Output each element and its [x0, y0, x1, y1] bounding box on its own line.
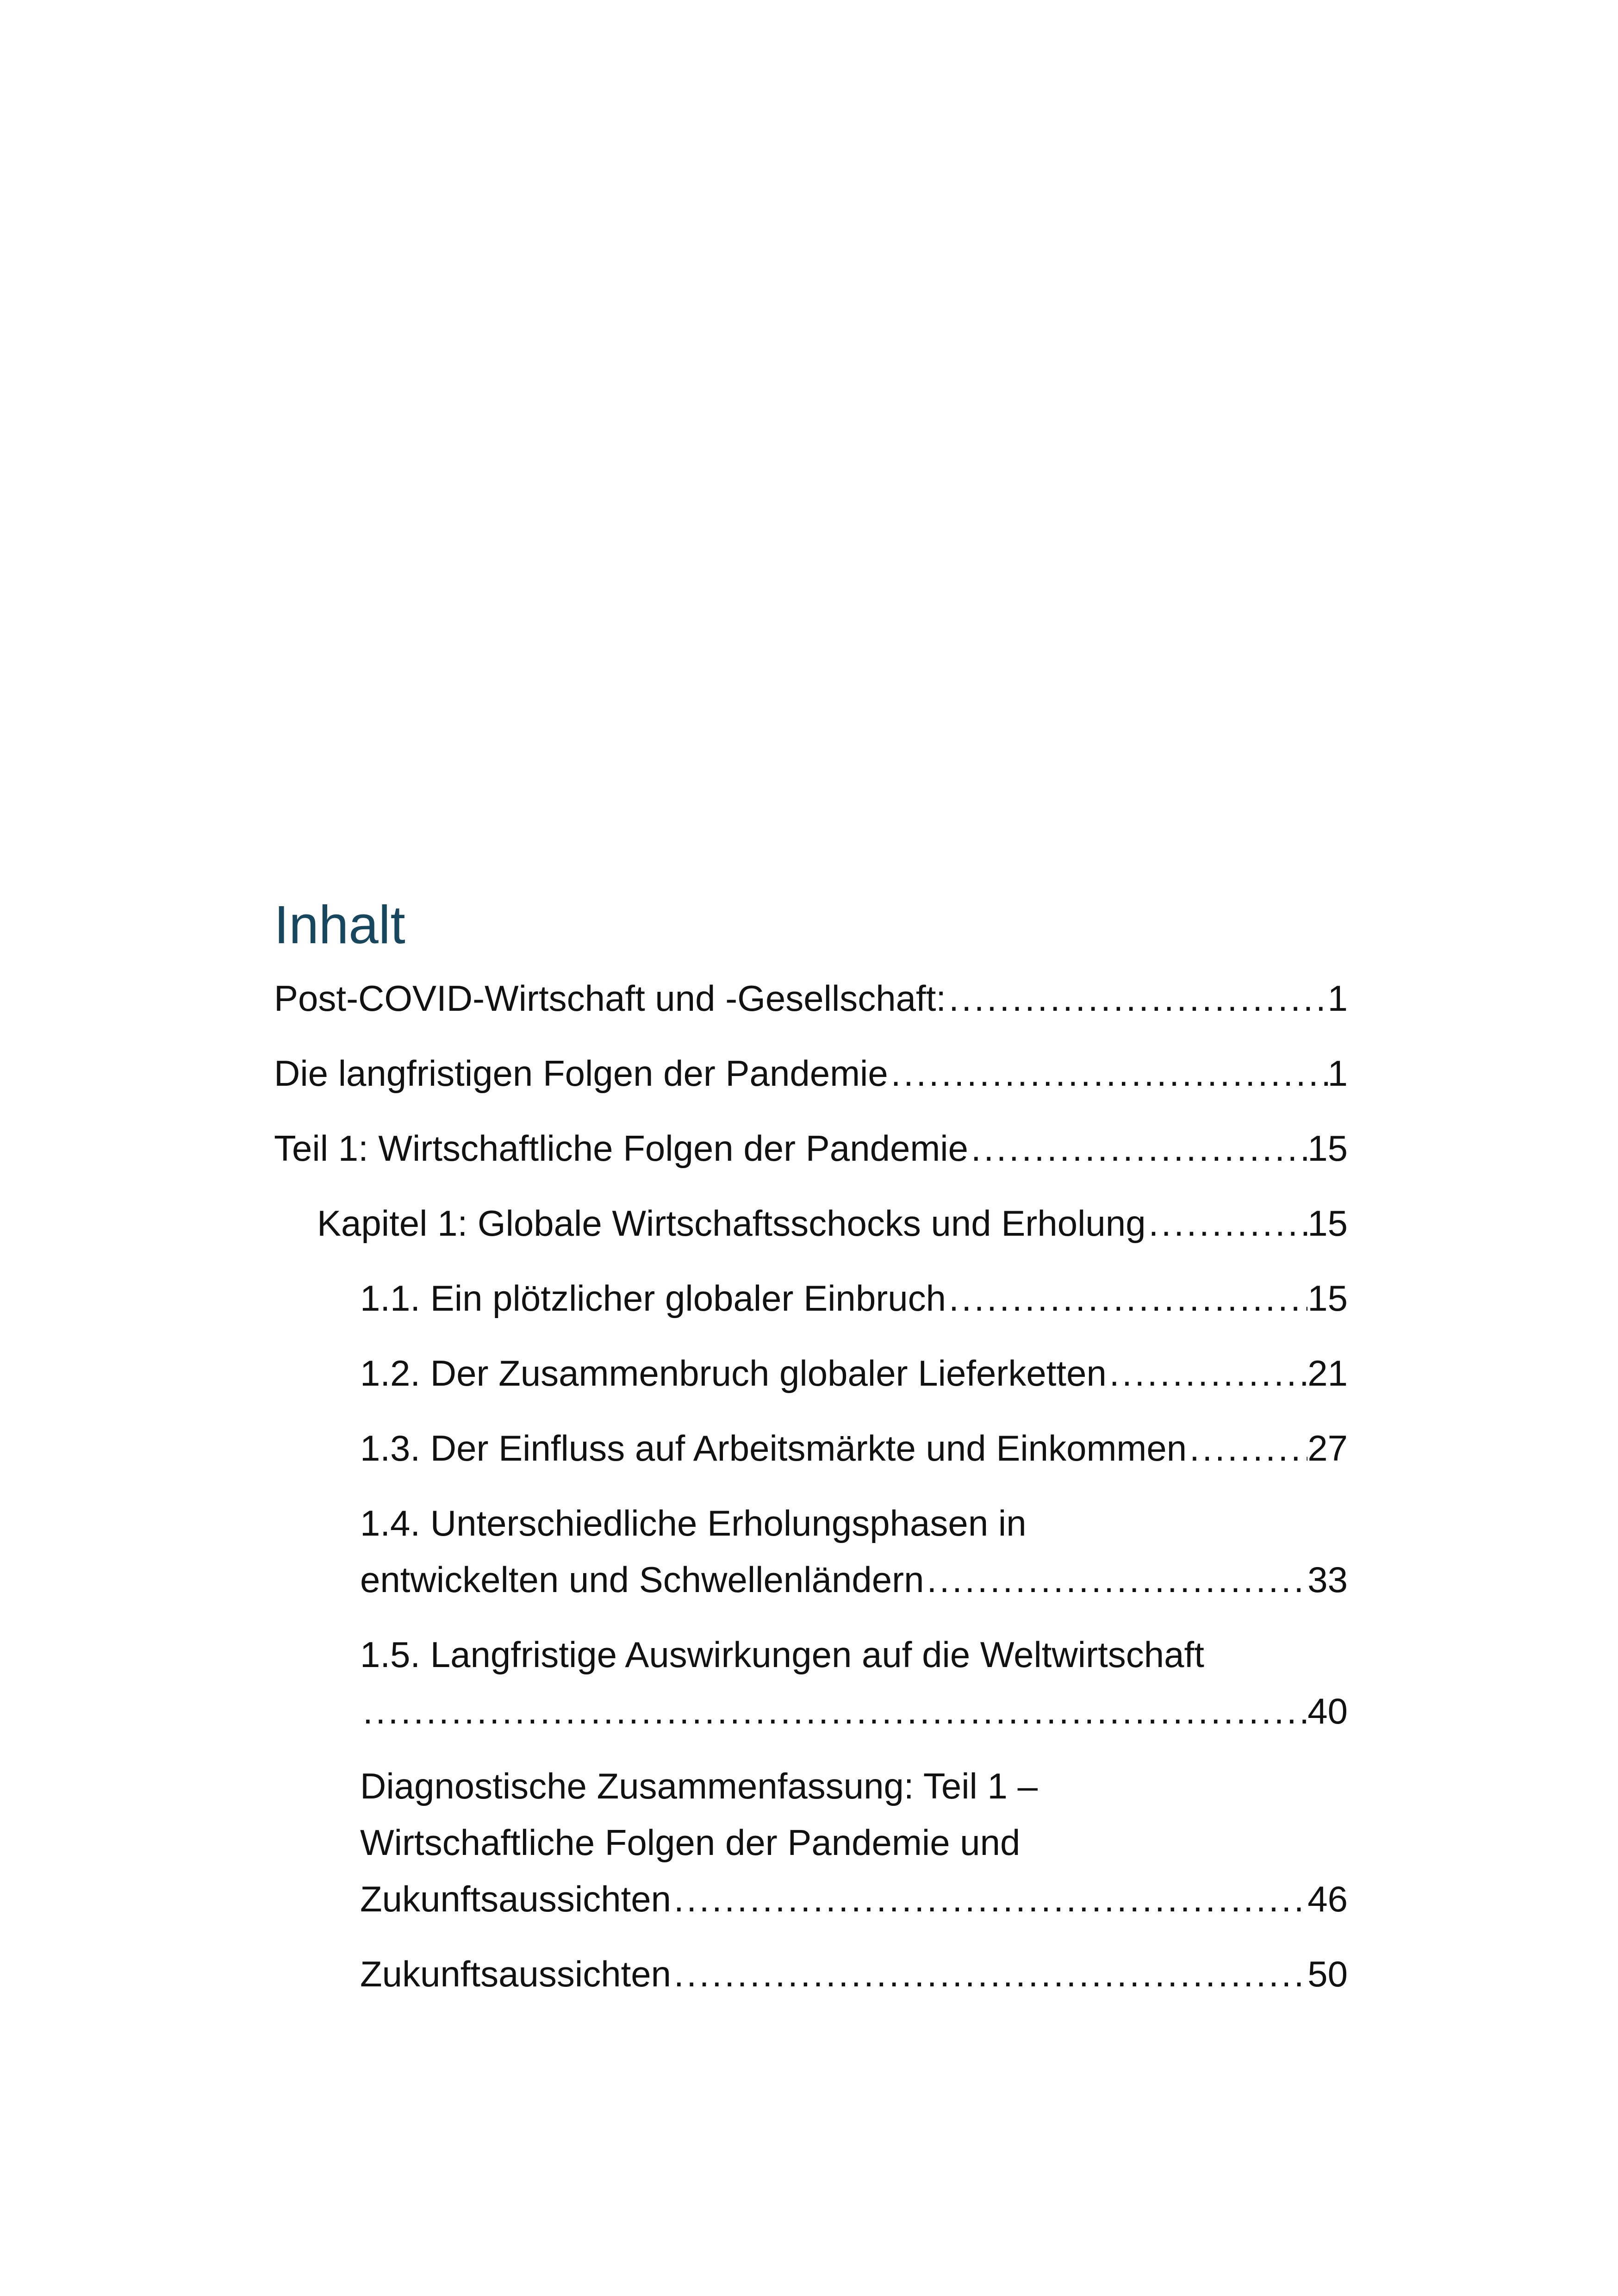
toc-entry-title: 1.4. Unterschiedliche Erholungsphasen in [360, 1503, 1027, 1543]
dot-leader [671, 1946, 1307, 2002]
toc-entry[interactable] [274, 970, 1348, 1027]
toc-entry-page: 50 [1307, 1954, 1348, 1994]
toc-entry-title-continued: Zukunftsaussichten [360, 1879, 672, 1919]
toc-entry[interactable] [360, 1495, 1348, 1608]
toc-entry-page: 46 [1307, 1879, 1348, 1919]
dot-leader [946, 1270, 1307, 1326]
table-of-contents [274, 895, 1348, 2021]
toc-entry-title: Diagnostische Zusammenfassung: Teil 1 – [360, 1766, 1038, 1806]
toc-entry[interactable] [360, 1270, 1348, 1326]
toc-entry-title: Teil 1: Wirtschaftliche Folgen der Pandemie [274, 1128, 969, 1169]
toc-entry-page: 15 [1307, 1203, 1348, 1244]
toc-entry-page: 27 [1307, 1428, 1348, 1468]
toc-entry-title: 1.2. Der Zusammenbruch globaler Lieferketten [360, 1353, 1107, 1394]
dot-leader [360, 1683, 1307, 1739]
toc-entry-title-continued: entwickelten und Schwellenländern [360, 1559, 924, 1600]
toc-entry[interactable] [274, 1045, 1348, 1101]
dot-leader [1187, 1420, 1307, 1476]
toc-entry-page: 21 [1307, 1353, 1348, 1394]
toc-entry-title-continued: Wirtschaftliche Folgen der Pandemie und [360, 1822, 1021, 1863]
toc-entry[interactable] [360, 1420, 1348, 1476]
toc-entry-title: 1.1. Ein plötzlicher globaler Einbruch [360, 1278, 946, 1319]
dot-leader [1146, 1195, 1308, 1251]
toc-entry[interactable] [274, 1120, 1348, 1176]
toc-entry-title: 1.3. Der Einfluss auf Arbeitsmärkte und Einkommen [360, 1428, 1187, 1468]
toc-entry[interactable] [360, 1758, 1348, 1927]
toc-entry-title: Post-COVID-Wirtschaft und -Gesellschaft: [274, 978, 946, 1019]
toc-entry[interactable] [360, 1345, 1348, 1401]
dot-leader [888, 1045, 1328, 1101]
toc-entry-title: Kapitel 1: Globale Wirtschaftsschocks und Erholung [317, 1203, 1146, 1244]
toc-heading: Inhalt [274, 895, 405, 955]
toc-entry-page: 1 [1327, 1053, 1348, 1094]
toc-entry-title: Zukunftsaussichten [360, 1954, 672, 1994]
toc-entry[interactable] [360, 1946, 1348, 2002]
dot-leader [968, 1120, 1307, 1176]
toc-entry-title: 1.5. Langfristige Auswirkungen auf die Weltwirtschaft [360, 1634, 1204, 1675]
toc-entry[interactable] [317, 1195, 1348, 1251]
toc-entry-page: 15 [1307, 1128, 1348, 1169]
dot-leader [924, 1551, 1307, 1608]
toc-entry-page: 40 [1307, 1691, 1348, 1731]
toc-entry[interactable] [360, 1626, 1348, 1739]
toc-entry-page: 1 [1327, 978, 1348, 1019]
dot-leader [671, 1871, 1307, 1927]
dot-leader [946, 970, 1328, 1027]
toc-entry-page: 15 [1307, 1278, 1348, 1319]
toc-entry-title: Die langfristigen Folgen der Pandemie [274, 1053, 888, 1094]
toc-entry-page: 33 [1307, 1559, 1348, 1600]
dot-leader [1107, 1345, 1307, 1401]
